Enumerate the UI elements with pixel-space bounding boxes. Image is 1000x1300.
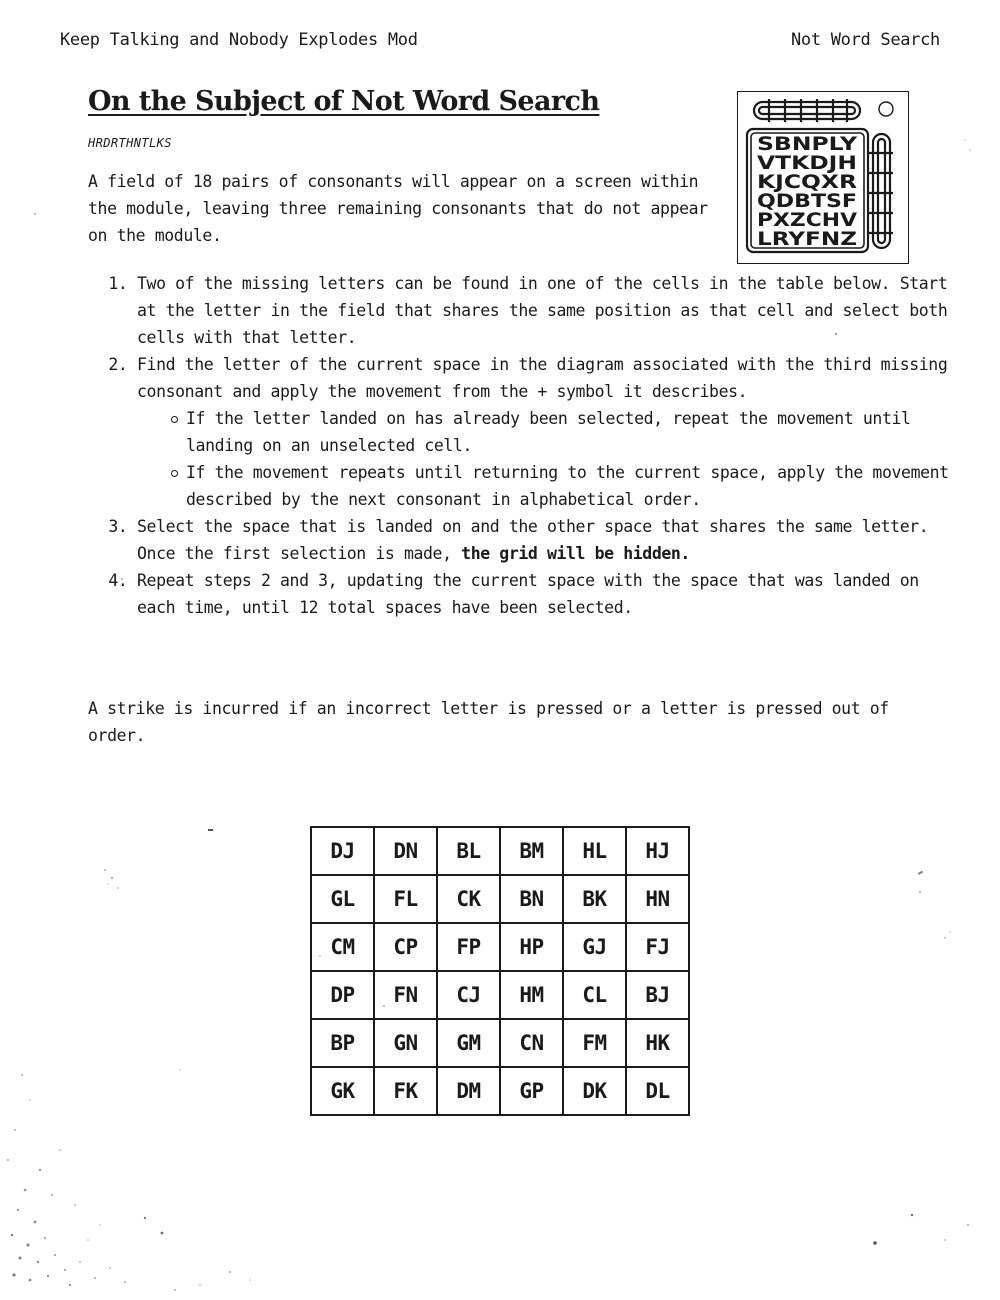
letter-screen <box>747 129 868 252</box>
page-header-left: Keep Talking and Nobody Explodes Mod <box>60 30 418 50</box>
table-row <box>311 971 689 1019</box>
table-row <box>311 875 689 923</box>
strike-rule: A strike is incurred if an incorrect letter is pressed or a letter is pressed out of order. <box>88 699 889 745</box>
step-item <box>137 270 952 351</box>
step-subitems <box>137 405 952 513</box>
table-cell: CN <box>500 1019 563 1067</box>
table-cell: DJ <box>311 827 374 875</box>
table-cell: DM <box>437 1067 500 1115</box>
table-cell: BM <box>500 827 563 875</box>
table-cell: GN <box>374 1019 437 1067</box>
page-subtitle: HRDRTHNTLKS <box>88 136 172 150</box>
step-note: Once the first selection is made, <box>137 544 462 563</box>
screen-row: LRYFNZ <box>757 228 857 250</box>
table-cell: FK <box>374 1067 437 1115</box>
table-cell: BK <box>563 875 626 923</box>
step-note-emphasis: the grid will be hidden. <box>461 544 690 563</box>
table-cell: GK <box>311 1067 374 1115</box>
table-cell: CK <box>437 875 500 923</box>
page-title: On the Subject of Not Word Search <box>88 86 600 117</box>
table-row <box>311 923 689 971</box>
table-cell: FJ <box>626 923 689 971</box>
table-cell: HK <box>626 1019 689 1067</box>
table-cell: BJ <box>626 971 689 1019</box>
table-cell: GL <box>311 875 374 923</box>
step-item <box>137 567 952 621</box>
step-item <box>137 351 952 513</box>
step-text: Select the space that is landed on and the other space that shares the same letter. <box>137 517 929 536</box>
table-cell: CL <box>563 971 626 1019</box>
table-cell: BP <box>311 1019 374 1067</box>
table-cell: HJ <box>626 827 689 875</box>
table-cell: DK <box>563 1067 626 1115</box>
table-cell: HP <box>500 923 563 971</box>
table-cell: FM <box>563 1019 626 1067</box>
step-text: Repeat steps 2 and 3, updating the current space with the space that was landed on each time, until 12 total spaces have been selected. <box>137 571 919 617</box>
consonant-pair-table <box>310 826 690 1116</box>
step-subitem: If the letter landed on has already been selected, repeat the movement until landing on an unselected cell. <box>186 405 952 459</box>
table-row <box>311 1067 689 1115</box>
screen-row: PXZCHV <box>757 209 858 231</box>
table-cell: HL <box>563 827 626 875</box>
table-cell: CM <box>311 923 374 971</box>
screen-row: SBNPLY <box>757 133 858 155</box>
status-light-icon <box>879 102 893 116</box>
table-cell: DL <box>626 1067 689 1115</box>
table-cell: GP <box>500 1067 563 1115</box>
table-cell: GJ <box>563 923 626 971</box>
step-text: Two of the missing letters can be found in one of the cells in the table below. Start at the letter in the field that shares the same position as that cell and select both cells with that letter. <box>137 274 948 347</box>
table-cell: BN <box>500 875 563 923</box>
screen-row: KJCQXR <box>757 171 858 193</box>
screen-row: QDBTSF <box>757 190 857 212</box>
screen-row: VTKDJH <box>757 152 857 174</box>
intro-paragraph: A field of 18 pairs of consonants will appear on a screen within the module, leaving three remaining consonants that do not appear on the module. <box>88 172 708 245</box>
table-cell: FN <box>374 971 437 1019</box>
table-cell: FP <box>437 923 500 971</box>
page-header-right: Not Word Search <box>790 30 940 50</box>
table-row <box>311 1019 689 1067</box>
table-cell: BL <box>437 827 500 875</box>
table-row <box>311 827 689 875</box>
table-cell: HN <box>626 875 689 923</box>
table-cell: DP <box>311 971 374 1019</box>
table-cell: DN <box>374 827 437 875</box>
step-item <box>137 513 952 567</box>
step-subitem: If the movement repeats until returning to the current space, apply the movement described by the next consonant in alphabetical order. <box>186 459 952 513</box>
table-cell: CP <box>374 923 437 971</box>
instruction-steps <box>88 270 952 621</box>
table-cell: FL <box>374 875 437 923</box>
step-text: Find the letter of the current space in the diagram associated with the third missing consonant and apply the movement from the + symbol it describes. <box>137 355 948 401</box>
table-cell: CJ <box>437 971 500 1019</box>
module-illustration <box>737 91 909 264</box>
table-cell: HM <box>500 971 563 1019</box>
table-cell: GM <box>437 1019 500 1067</box>
